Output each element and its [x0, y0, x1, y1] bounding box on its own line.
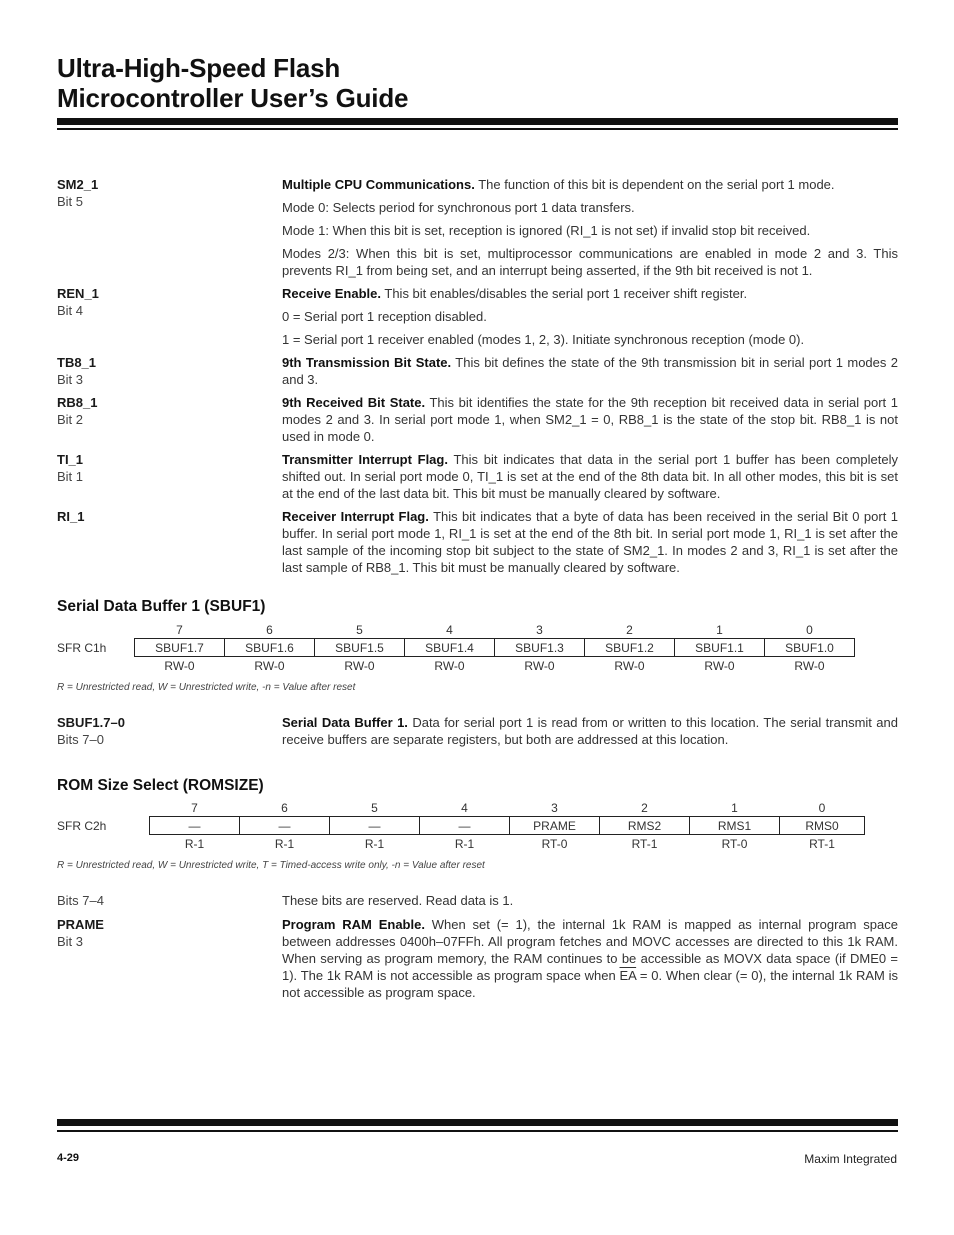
bit-text: Mode 0: Selects period for synchronous port 1 data transfers.: [282, 200, 635, 215]
field-text: = 0. When clear (= 0), the internal 1k RAM is not accessible as program space.: [282, 968, 898, 1000]
access-code: RW-0: [434, 658, 465, 673]
bit-name: TI_1: [57, 452, 84, 467]
bit-name: TB8_1: [57, 355, 97, 370]
bit-row-ri: [57, 508, 898, 576]
access-code: RT-1: [631, 836, 658, 851]
ea-signal: $\overline{EA}$: [619, 968, 637, 983]
bit-row-ti: [57, 451, 898, 502]
bit-number: 7: [191, 800, 198, 815]
register-cell: —: [150, 817, 240, 835]
bit-name: SM2_1: [57, 177, 99, 192]
register-cell: —: [420, 817, 510, 835]
header-rule-thick: [57, 118, 898, 125]
register-legend: R = Unrestricted read, W = Unrestricted write, T = Timed-access write only, -n = Value after reset: [57, 860, 485, 871]
bit-heading: Receiver Interrupt Flag.: [282, 509, 429, 524]
bit-number: Bit 1: [57, 469, 84, 484]
sbuf-field: [57, 714, 898, 754]
register-cell: SBUF1.2: [585, 639, 675, 657]
register-cells: [57, 817, 865, 835]
field-bits: Bits 7–0: [57, 732, 104, 747]
header-rule-thin: [57, 128, 898, 130]
title-line-1: Ultra-High-Speed Flash: [57, 53, 341, 83]
access-code: R-1: [364, 836, 385, 851]
register-cell: PRAME: [510, 817, 600, 835]
bit-number: 7: [176, 622, 183, 637]
field-heading: Serial Data Buffer 1.: [282, 715, 408, 730]
register-cells: [57, 639, 855, 657]
register-cell: SBUF1.7: [135, 639, 225, 657]
register-cell: SBUF1.3: [495, 639, 585, 657]
register-cell: RMS2: [600, 817, 690, 835]
field-text: These bits are reserved. Read data is 1.: [282, 893, 514, 908]
register-access: [57, 835, 865, 853]
access-code: R-1: [274, 836, 295, 851]
register-bit-numbers: [57, 799, 865, 817]
romsize-fields: [57, 892, 898, 1007]
bit-number: 2: [626, 622, 633, 637]
register-cell: SBUF1.1: [675, 639, 765, 657]
bit-text: This bit enables/disables the serial port 1 receiver shift register.: [384, 286, 748, 301]
bit-text: This bit indicates that data in the serial port 1 buffer has been completely shifted out. In serial port mode 0, TI_1 is set at the end of the 8th data bit. In all other modes, this bit is set at the end of the last data bit. This bit must be manually cleared by software.: [282, 452, 898, 501]
page-number: 4-29: [57, 1152, 80, 1164]
access-code: R-1: [454, 836, 475, 851]
bit-heading: Transmitter Interrupt Flag.: [282, 452, 448, 467]
bit-text: Mode 1: When this bit is set, reception is ignored (RI_1 is not set) if invalid stop bit received.: [282, 223, 811, 238]
bit-text: This bit indicates that a byte of data has been received in the serial Bit 0 port 1 buffer. In serial port mode 1, RI_1 is set at the end of the 8th bit. In serial port mode 1, RI_1 is set after the last sample of the incoming stop bit subject to the state of SM2_1. In modes 2 and 3, RI_1 is set after the last sample of RB8_1. This bit must be manually cleared by software.: [282, 509, 898, 575]
register-sbuf1: [57, 621, 855, 674]
register-legend: R = Unrestricted read, W = Unrestricted write, -n = Value after reset: [57, 682, 356, 693]
register-bit-numbers: [57, 621, 855, 639]
access-code: RW-0: [794, 658, 825, 673]
access-code: RW-0: [614, 658, 645, 673]
access-code: RW-0: [344, 658, 375, 673]
sfr-address: SFR C1h: [57, 640, 107, 655]
access-code: RW-0: [524, 658, 555, 673]
sfr-address: SFR C2h: [57, 818, 107, 833]
bit-heading: 9th Transmission Bit State.: [282, 355, 452, 370]
bit-number: 3: [551, 800, 558, 815]
register-cell: SBUF1.5: [315, 639, 405, 657]
field-text: Data for serial port 1 is read from or written to this location. The serial transmit and receive buffers are separate registers, but both are addressed at this location.: [282, 715, 898, 747]
bit-text: This bit identifies the state for the 9th reception bit received data in serial port 1 modes 2 and 3. In serial port mode 1, when SM2_1 = 0, RB8_1 is the state of the stop bit. RB8_1 is not used in mode 0.: [282, 395, 898, 444]
bit-row-tb8: [57, 354, 898, 388]
page-title: [57, 53, 408, 113]
bit-number: 4: [446, 622, 453, 637]
bit-text: 0 = Serial port 1 reception disabled.: [282, 309, 487, 324]
bit-text: 1 = Serial port 1 receiver enabled (modes 1, 2, 3). Initiate synchronous reception (mode 0).: [282, 332, 805, 347]
bit-number: 4: [461, 800, 468, 815]
footer-rule-thin: [57, 1130, 898, 1132]
access-code: RT-1: [809, 836, 835, 851]
section-heading-romsize: ROM Size Select (ROMSIZE): [57, 777, 264, 794]
register-cell: RMS0: [780, 817, 865, 835]
bit-text: This bit defines the state of the 9th transmission bit in serial port 1 modes 2 and 3.: [282, 355, 898, 387]
bit-name: REN_1: [57, 286, 99, 301]
bit-number: 0: [818, 800, 826, 815]
register-cell: SBUF1.0: [765, 639, 855, 657]
bit-number: 6: [266, 622, 273, 637]
footer-rule-thick: [57, 1119, 898, 1126]
field-name: SBUF1.7–0: [57, 715, 125, 730]
bit-text: Modes 2/3: When this bit is set, multiprocessor communications are enabled in mode 2 and 3. This prevents RI_1 from being set, and an interrupt being asserted, if the 9th bit received is not 1.: [282, 246, 898, 278]
bit-number: Bit 3: [57, 372, 84, 387]
access-code: R-1: [184, 836, 205, 851]
bit-number: 3: [536, 622, 543, 637]
register-access: [57, 657, 855, 675]
bit-number: 2: [641, 800, 648, 815]
bit-heading: Receive Enable.: [282, 286, 381, 301]
company-name: Maxim Integrated: [804, 1152, 897, 1166]
access-code: RW-0: [164, 658, 195, 673]
bit-heading: Multiple CPU Communications.: [282, 177, 475, 192]
bit-descriptions: [57, 176, 898, 582]
bit-number: 1: [731, 800, 738, 815]
bit-row-ren: [57, 285, 898, 348]
field-bits: Bits 7–4: [57, 893, 104, 908]
bit-name: RB8_1: [57, 395, 98, 410]
bit-name: RI_1: [57, 509, 85, 524]
register-cell: —: [330, 817, 420, 835]
field-bits: Bit 3: [57, 934, 84, 949]
field-text: When set (= 1), the internal 1k RAM is mapped as internal program space between addresses 0400h–07FFh. All program fetches and MOVC accesses are directed to this 1k RAM. When serving as program memory, the RAM continues to be accessible as MOVX data space (if DME0 = 1). The 1k RAM is not accessible as program space when: [282, 917, 898, 983]
bit-number: 6: [281, 800, 288, 815]
bit-number: Bit 4: [57, 303, 84, 318]
field-name: PRAME: [57, 917, 104, 932]
bit-number: 5: [356, 622, 363, 637]
bit-number: Bit 2: [57, 412, 84, 427]
bit-text: The function of this bit is dependent on the serial port 1 mode.: [478, 177, 835, 192]
access-code: RW-0: [254, 658, 285, 673]
access-code: RT-0: [721, 836, 748, 851]
register-romsize: [57, 799, 865, 852]
bit-heading: 9th Received Bit State.: [282, 395, 426, 410]
bit-number: 0: [806, 622, 813, 637]
bit-number: Bit 5: [57, 194, 84, 209]
register-cell: SBUF1.6: [225, 639, 315, 657]
register-cell: —: [240, 817, 330, 835]
register-cell: SBUF1.4: [405, 639, 495, 657]
access-code: RW-0: [704, 658, 735, 673]
bit-row-rb8: [57, 394, 898, 445]
section-heading-sbuf1: Serial Data Buffer 1 (SBUF1): [57, 598, 266, 615]
title-line-2: Microcontroller User’s Guide: [57, 83, 409, 113]
bit-row-sm2: [57, 176, 898, 279]
bit-number: 5: [371, 800, 378, 815]
field-heading: Program RAM Enable.: [282, 917, 425, 932]
bit-number: 1: [716, 622, 723, 637]
access-code: RT-0: [541, 836, 568, 851]
register-cell: RMS1: [690, 817, 780, 835]
